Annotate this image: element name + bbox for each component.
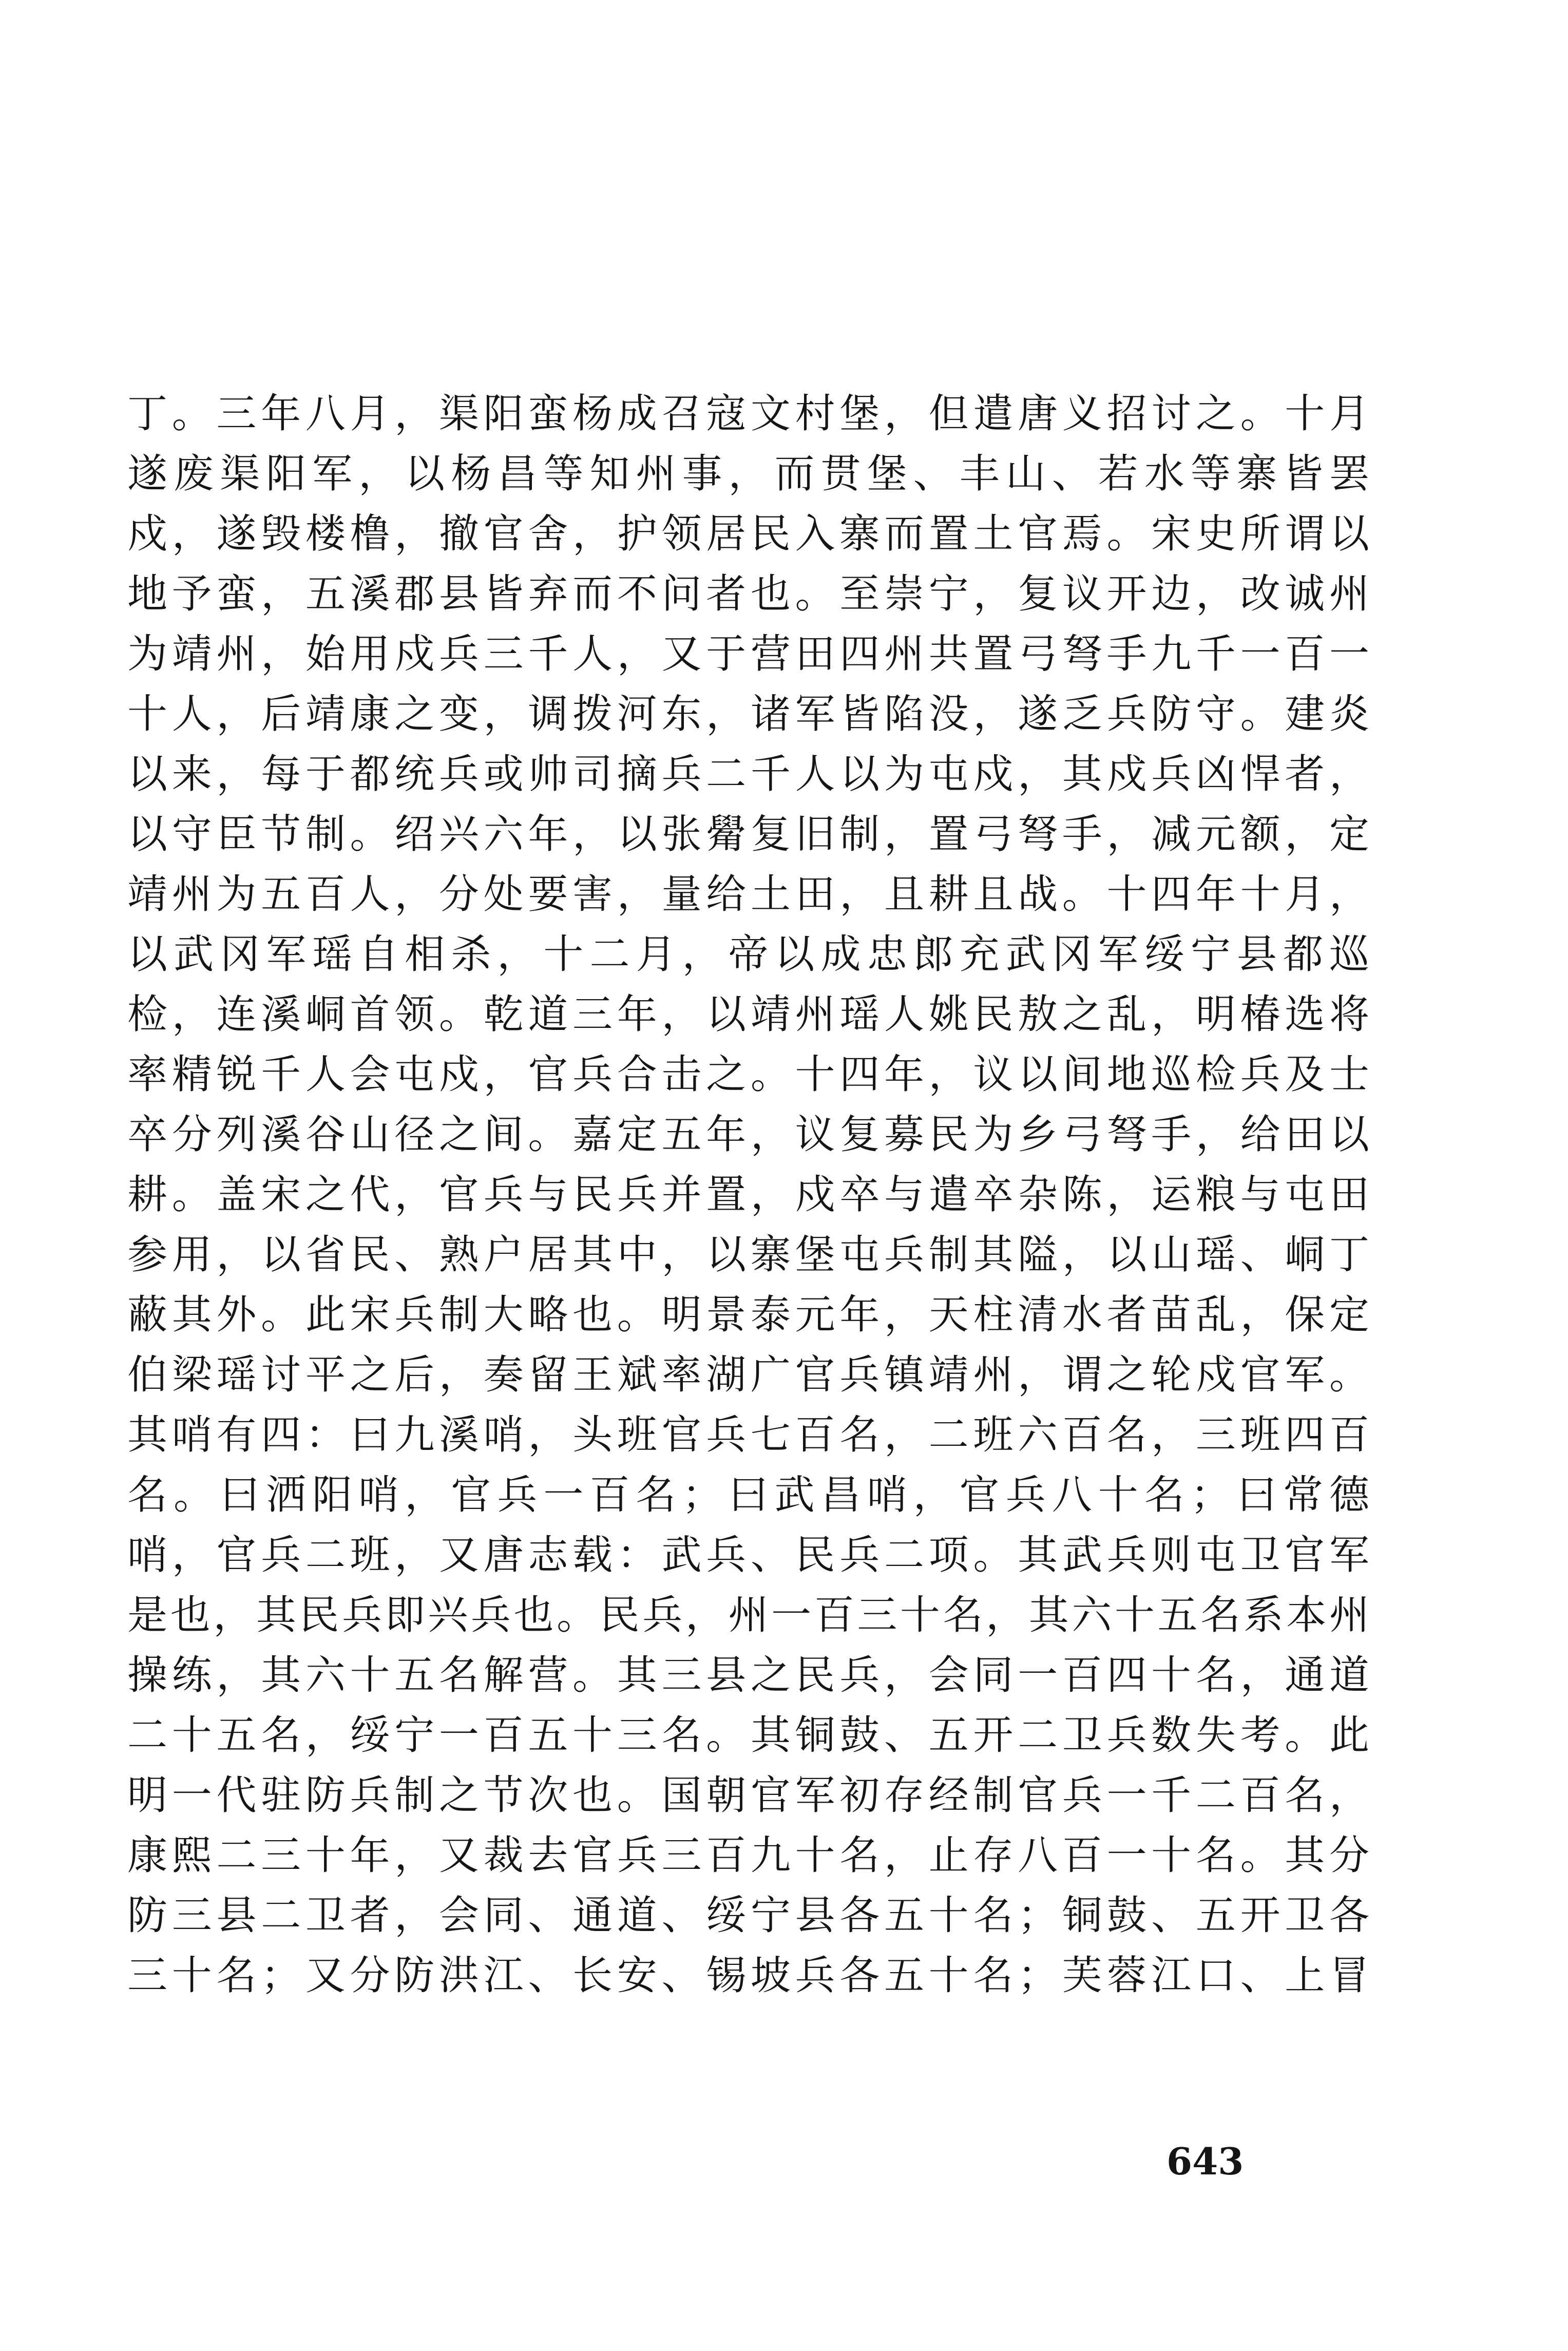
text-line-4: 地予蛮，五溪郡县皆弃而不问者也。至崇宁，复议开边，改诚州	[127, 571, 1370, 617]
text-line-25: 康熙二三十年，又裁去官兵三百九十名，止存八百一十名。其分	[127, 1832, 1370, 1879]
text-line-26: 防三县二卫者，会同、通道、绥宁县各五十名；铜鼓、五开卫各	[127, 1893, 1370, 1939]
text-line-7: 以来，每于都统兵或帅司摘兵二千人以为屯戍，其戍兵凶悍者，	[127, 751, 1370, 797]
text-line-8: 以守臣节制。绍兴六年，以张觷复旧制，置弓弩手，减元额，定	[127, 811, 1370, 857]
text-line-14: 耕。盖宋之代，官兵与民兵并置，戍卒与遣卒杂陈，运粮与屯田	[127, 1172, 1370, 1218]
text-line-2: 遂废渠阳军，以杨昌等知州事，而贯堡、丰山、若水等寨皆罢	[127, 451, 1370, 497]
text-line-10: 以武冈军瑶自相杀，十二月，帝以成忠郎充武冈军绥宁县都巡	[127, 931, 1370, 978]
text-line-21: 是也，其民兵即兴兵也。民兵，州一百三十名，其六十五名系本州	[127, 1592, 1370, 1638]
text-line-18: 其哨有四：曰九溪哨，头班官兵七百名，二班六百名，三班四百	[127, 1412, 1370, 1458]
text-line-27: 三十名；又分防洪江、长安、锡坡兵各五十名；芙蓉江口、上冒	[127, 1953, 1370, 1999]
text-line-6: 十人，后靖康之变，调拨河东，诸军皆陷没，遂乏兵防守。建炎	[127, 691, 1370, 737]
text-line-1: 丁。三年八月，渠阳蛮杨成召寇文村堡，但遣唐义招讨之。十月	[127, 391, 1370, 437]
text-line-23: 二十五名，绥宁一百五十三名。其铜鼓、五开二卫兵数失考。此	[127, 1712, 1370, 1759]
text-line-15: 参用，以省民、熟户居其中，以寨堡屯兵制其隘，以山瑶、峒丁	[127, 1232, 1370, 1278]
text-line-22: 操练，其六十五名解营。其三县之民兵，会同一百四十名，通道	[127, 1652, 1370, 1698]
text-line-11: 检，连溪峒首领。乾道三年，以靖州瑶人姚民敖之乱，明椿选将	[127, 991, 1370, 1038]
body-text	[127, 384, 1370, 2006]
text-line-5: 为靖州，始用戍兵三千人，又于营田四州共置弓弩手九千一百一	[127, 631, 1370, 677]
text-line-9: 靖州为五百人，分处要害，量给土田，且耕且战。十四年十月，	[127, 871, 1370, 918]
page-number: 643	[1167, 2139, 1244, 2183]
text-line-19: 名。曰洒阳哨，官兵一百名；曰武昌哨，官兵八十名；曰常德	[127, 1472, 1370, 1518]
text-line-17: 伯梁瑶讨平之后，奏留王斌率湖广官兵镇靖州，谓之轮戍官军。	[127, 1352, 1370, 1398]
text-line-20: 哨，官兵二班，又唐志载：武兵、民兵二项。其武兵则屯卫官军	[127, 1532, 1370, 1578]
text-line-3: 戍，遂毁楼橹，撤官舍，护领居民入寨而置土官焉。宋史所谓以	[127, 511, 1370, 557]
text-line-13: 卒分列溪谷山径之间。嘉定五年，议复募民为乡弓弩手，给田以	[127, 1112, 1370, 1158]
text-line-12: 率精锐千人会屯戍，官兵合击之。十四年，议以间地巡检兵及士	[127, 1052, 1370, 1098]
text-line-24: 明一代驻防兵制之节次也。国朝官军初存经制官兵一千二百名，	[127, 1772, 1370, 1819]
text-line-16: 蔽其外。此宋兵制大略也。明景泰元年，天柱清水者苗乱，保定	[127, 1292, 1370, 1338]
